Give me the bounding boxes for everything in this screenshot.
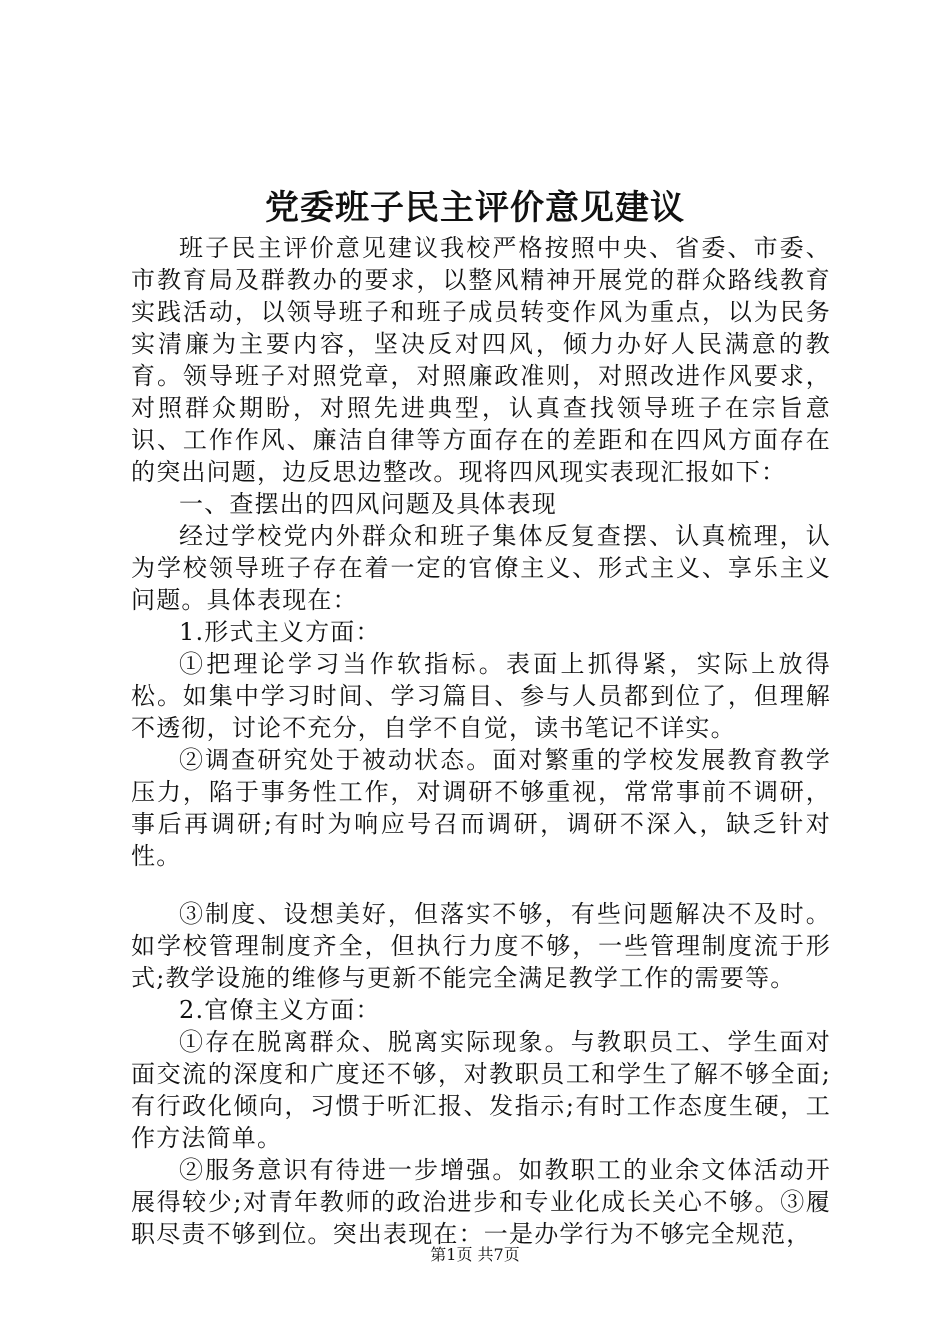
subsection-heading-bureaucratism: 2.官僚主义方面：: [179, 996, 381, 1024]
subsection-heading-formalism: 1.形式主义方面：: [179, 618, 381, 646]
document-title: 党委班子民主评价意见建议: [265, 188, 685, 228]
paragraph-summary: 经过学校党内外群众和班子集体反复查摆、认真梳理，认为学校领导班子存在着一定的官僚主义、形式主义、享乐主义问题。具体表现在：: [131, 522, 831, 614]
paragraph-bureaucratism-item-1: ①存在脱离群众、脱离实际现象。与教职员工、学生面对面交流的深度和广度还不够，对教职员工和学生了解不够全面;有行政化倾向，习惯于听汇报、发指示;有时工作态度生硬，工作方法简单。: [131, 1028, 831, 1152]
paragraph-formalism-item-1: ①把理论学习当作软指标。表面上抓得紧，实际上放得松。如集中学习时间、学习篇目、参与人员都到位了，但理解不透彻，讨论不充分，自学不自觉，读书笔记不详实。: [131, 650, 831, 742]
section-heading-1: 一、查摆出的四风问题及具体表现: [179, 490, 557, 518]
paragraph-formalism-item-2: ②调查研究处于被动状态。面对繁重的学校发展教育教学压力，陷于事务性工作，对调研不够重视，常常事前不调研，事后再调研;有时为响应号召而调研，调研不深入，缺乏针对性。: [131, 746, 831, 870]
document-body: [131, 232, 831, 1250]
page-footer: 第1页 共7页: [430, 1245, 520, 1264]
paragraph-intro: 班子民主评价意见建议我校严格按照中央、省委、市委、市教育局及群教办的要求，以整风精神开展党的群众路线教育实践活动，以领导班子和班子成员转变作风为重点，以为民务实清廉为主要内容，坚决反对四风，倾力办好人民满意的教育。领导班子对照党章，对照廉政准则，对照改进作风要求，对照群众期盼，对照先进典型，认真查找领导班子在宗旨意识、工作作风、廉洁自律等方面存在的差距和在四风方面存在的突出问题，边反思边整改。现将四风现实表现汇报如下：: [131, 234, 831, 486]
paragraph-bureaucratism-item-2: ②服务意识有待进一步增强。如教职工的业余文体活动开展得较少;对青年教师的政治进步和专业化成长关心不够。③履职尽责不够到位。突出表现在：一是办学行为不够完全规范，: [131, 1156, 831, 1248]
paragraph-formalism-item-3: ③制度、设想美好，但落实不够，有些问题解决不及时。如学校管理制度齐全，但执行力度不够，一些管理制度流于形式;教学设施的维修与更新不能完全满足教学工作的需要等。: [131, 900, 831, 992]
